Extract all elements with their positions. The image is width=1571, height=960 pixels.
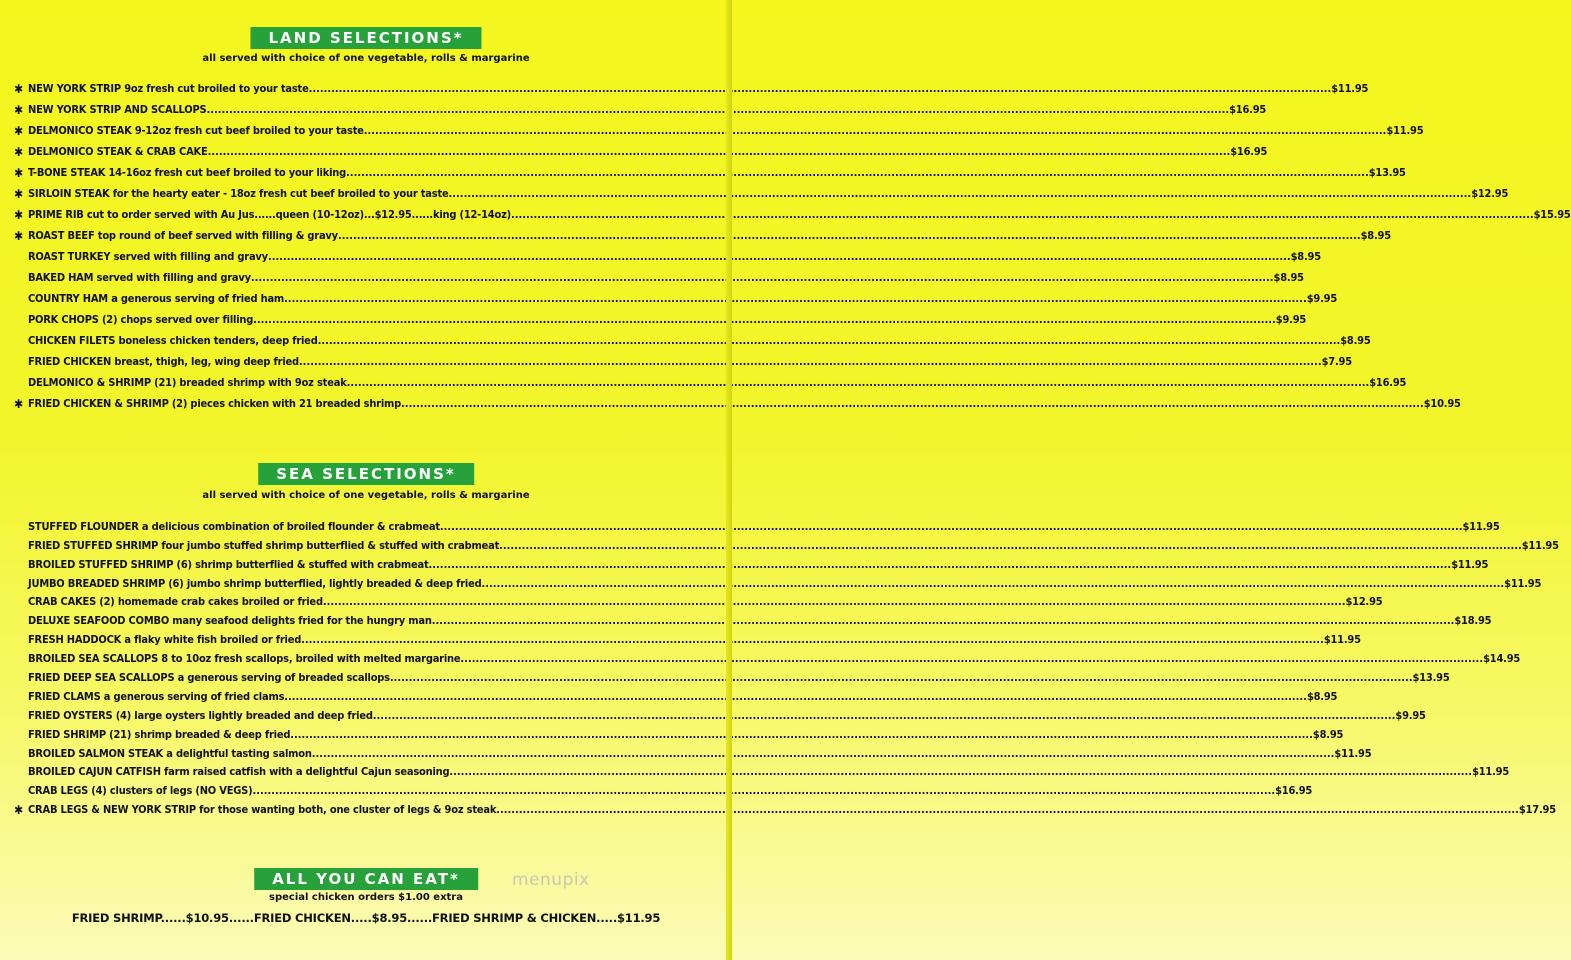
menu-item-price: $11.95	[1323, 633, 1361, 647]
menu-item-name: FRIED CHICKEN & SHRIMP (2) pieces chicken with 21 breaded shrimp	[28, 397, 402, 410]
star-icon: ✱	[14, 229, 24, 243]
star-icon: ✱	[14, 82, 24, 96]
menu-item	[14, 703, 1426, 722]
star-icon: ✱	[14, 145, 24, 159]
menupix-watermark: menupix	[512, 870, 590, 890]
dot-leader	[460, 652, 1483, 665]
dot-leader	[511, 208, 1534, 221]
dot-leader	[449, 765, 1472, 778]
menu-item-price: $8.95	[1340, 334, 1371, 347]
dot-leader	[251, 271, 1274, 284]
dot-leader	[499, 539, 1522, 552]
menu-item	[14, 389, 1461, 411]
menu-item-price: $18.95	[1454, 614, 1492, 628]
menu-item	[14, 590, 1383, 609]
menu-item-price: $7.95	[1321, 355, 1352, 368]
menu-item	[14, 284, 1338, 305]
menu-item	[14, 305, 1307, 326]
menu-item-name: CRAB LEGS (4) clusters of legs (NO VEGS)	[28, 784, 253, 798]
menu-item-price: $17.95	[1518, 803, 1556, 817]
menu-item-price: $11.95	[1451, 557, 1489, 571]
menu-item	[14, 665, 1450, 685]
menu-item-name: BROILED SEA SCALLOPS 8 to 10oz fresh scallops, broiled with melted margarine	[28, 652, 461, 666]
dot-leader	[206, 103, 1229, 116]
menu-item-price: $10.95	[1423, 397, 1461, 410]
dot-leader	[346, 166, 1369, 179]
menu-item-price: $8.95	[1273, 271, 1304, 284]
menu-item-price: $8.95	[1290, 250, 1321, 263]
dot-leader	[432, 614, 1455, 627]
menu-item-name: BAKED HAM served with filling and gravy	[28, 271, 251, 284]
dot-leader	[429, 558, 1452, 571]
menu-item-name: FRIED SHRIMP (21) shrimp breaded & deep fried	[28, 727, 291, 741]
menu-item	[14, 684, 1338, 703]
menu-item	[14, 74, 1369, 96]
menu-item-price: $16.95	[1230, 145, 1268, 158]
dot-leader	[309, 82, 1332, 95]
menu-item	[14, 368, 1407, 389]
menu-item-price: $11.95	[1472, 765, 1510, 779]
menu-item-name: COUNTRY HAM a generous serving of fried ham	[28, 292, 285, 305]
dot-leader	[364, 124, 1387, 137]
menu-item-price: $11.95	[1462, 519, 1500, 533]
menu-item-price: $11.95	[1334, 746, 1372, 760]
menu-item-price: $8.95	[1360, 229, 1391, 242]
menu-item	[14, 571, 1542, 590]
menu-item-name: PRIME RIB cut to order served with Au Jus......queen (10-12oz)...$12.95......king (12-14oz)	[28, 208, 511, 221]
menu-item-price: $13.95	[1412, 671, 1450, 685]
menu-item-name: NEW YORK STRIP AND SCALLOPS	[28, 103, 207, 116]
menu-item	[14, 797, 1556, 818]
dot-leader	[268, 250, 1291, 263]
menu-item	[14, 137, 1268, 159]
dot-leader	[253, 313, 1276, 326]
menu-item-price: $16.95	[1229, 103, 1267, 116]
menu-item-name: BROILED SALMON STEAK a delightful tasting salmon	[28, 746, 312, 760]
dot-leader	[496, 803, 1519, 816]
menu-item	[14, 95, 1267, 117]
sea-selections-list	[14, 514, 1559, 818]
sea-selections-banner: SEA SELECTIONS*	[258, 463, 474, 485]
star-icon: ✱	[14, 166, 24, 180]
menu-item-name: T-BONE STEAK 14-16oz fresh cut beef broiled to your liking	[28, 166, 347, 179]
menu-item-price: $9.95	[1306, 292, 1338, 305]
menu-item	[14, 514, 1500, 533]
menu-item-name: JUMBO BREADED SHRIMP (6) jumbo shrimp butterflied, lightly breaded & deep fried	[28, 576, 482, 590]
star-icon: ✱	[14, 803, 24, 818]
dot-leader	[323, 595, 1346, 608]
dot-leader	[208, 145, 1231, 158]
menu-item-name: DELMONICO STEAK & CRAB CAKE	[28, 145, 208, 158]
menu-item-price: $15.95	[1533, 208, 1571, 221]
menu-item-name: FRIED CHICKEN breast, thigh, leg, wing deep fried	[28, 355, 299, 368]
menu-item-price: $11.95	[1504, 576, 1542, 590]
menu-item-price: $12.95	[1471, 187, 1509, 200]
menu-item-price: $11.95	[1331, 82, 1369, 95]
dot-leader	[318, 334, 1341, 347]
dot-leader	[252, 784, 1275, 797]
sea-selections-subtitle: all served with choice of one vegetable, rolls & margarine	[202, 490, 530, 501]
menu-item	[14, 760, 1510, 779]
menu-item	[14, 778, 1313, 798]
menu-item-name: CHICKEN FILETS boneless chicken tenders, deep fried	[28, 334, 318, 347]
menu-item-price: $12.95	[1345, 595, 1383, 609]
dot-leader	[312, 747, 1335, 760]
land-selections-subtitle: all served with choice of one vegetable, rolls & margarine	[202, 53, 530, 64]
star-icon: ✱	[14, 397, 24, 411]
menu-item	[14, 627, 1361, 647]
menu-item-name: FRIED STUFFED SHRIMP four jumbo stuffed shrimp butterflied & stuffed with crabmeat	[28, 538, 500, 552]
menu-item	[14, 347, 1352, 368]
star-icon: ✱	[14, 187, 24, 201]
menu-item	[14, 326, 1371, 347]
dot-leader	[284, 690, 1307, 703]
menu-item-price: $11.95	[1521, 538, 1559, 552]
menu-item-price: $9.95	[1395, 708, 1426, 722]
all-you-can-eat-prices: FRIED SHRIMP......$10.95......FRIED CHICKEN.....$8.95......FRIED SHRIMP & CHICKEN.....$11.95	[71, 911, 661, 925]
star-icon: ✱	[14, 103, 24, 117]
menu-item	[14, 116, 1424, 138]
dot-leader	[299, 355, 1322, 368]
dot-leader	[301, 633, 1324, 646]
menu-item-name: STUFFED FLOUNDER a delicious combination of broiled flounder & crabmeat	[28, 519, 440, 533]
menu-item-name: CRAB CAKES (2) homemade crab cakes broiled or fried	[28, 595, 323, 609]
menu-item	[14, 533, 1559, 552]
menu-item	[14, 263, 1304, 284]
dot-leader	[373, 709, 1396, 722]
dot-leader	[440, 520, 1463, 533]
menu-item-name: NEW YORK STRIP 9oz fresh cut broiled to your taste	[28, 82, 309, 95]
menu-item-price: $8.95	[1312, 727, 1344, 741]
dot-leader	[482, 577, 1505, 590]
all-you-can-eat-subtitle: special chicken orders $1.00 extra	[269, 892, 463, 903]
dot-leader	[390, 671, 1413, 684]
page-edge	[726, 0, 732, 960]
dot-leader	[290, 728, 1313, 741]
menu-item-price: $11.95	[1386, 124, 1424, 137]
menu-item-name: SIRLOIN STEAK for the hearty eater - 18oz fresh cut beef broiled to your taste	[28, 187, 449, 200]
dot-leader	[284, 292, 1307, 305]
menu-item	[14, 722, 1344, 741]
menu-item-name: FRIED DEEP SEA SCALLOPS a generous serving of breaded scallops	[28, 671, 390, 685]
dot-leader	[401, 397, 1424, 410]
menu-item-price: $8.95	[1306, 689, 1338, 703]
menu-item	[14, 221, 1391, 243]
menu-item-name: DELUXE SEAFOOD COMBO many seafood delights fried for the hungry man	[28, 614, 432, 628]
menu-item-price: $13.95	[1368, 166, 1406, 179]
land-selections-banner: LAND SELECTIONS*	[250, 27, 481, 49]
dot-leader	[449, 187, 1472, 200]
menu-item-price: $14.95	[1483, 652, 1521, 666]
menu-item-name: ROAST BEEF top round of beef served with filling & gravy	[28, 229, 338, 242]
menu-item-name: FRIED OYSTERS (4) large oysters lightly breaded and deep fried	[28, 708, 373, 722]
menu-item	[14, 741, 1372, 760]
all-you-can-eat-banner: ALL YOU CAN EAT*	[254, 868, 478, 890]
menu-item	[14, 179, 1509, 201]
menu-item	[14, 608, 1492, 628]
menu-item	[14, 242, 1321, 263]
star-icon: ✱	[14, 208, 24, 222]
menu-item	[14, 552, 1489, 571]
menu-item-name: DELMONICO STEAK 9-12oz fresh cut beef broiled to your taste	[28, 124, 364, 137]
menu-item-name: BROILED STUFFED SHRIMP (6) shrimp butterflied & stuffed with crabmeat	[28, 557, 429, 571]
menu-item-price: $9.95	[1275, 313, 1307, 326]
menu-item-name: PORK CHOPS (2) chops served over filling	[28, 313, 254, 326]
menu-item	[14, 158, 1406, 180]
menu-item-name: BROILED CAJUN CATFISH farm raised catfish with a delightful Cajun seasoning	[28, 765, 450, 779]
menu-item	[14, 646, 1521, 666]
star-icon: ✱	[14, 124, 24, 138]
land-selections-list	[14, 74, 1571, 411]
menu-item-price: $16.95	[1275, 784, 1313, 798]
menu-item-price: $16.95	[1369, 376, 1407, 389]
menu-item	[14, 200, 1571, 222]
dot-leader	[338, 229, 1361, 242]
menu-item-name: DELMONICO & SHRIMP (21) breaded shrimp with 9oz steak	[28, 376, 347, 389]
menu-item-name: CRAB LEGS & NEW YORK STRIP for those wanting both, one cluster of legs & 9oz steak	[28, 803, 497, 817]
menu-item-name: FRIED CLAMS a generous serving of fried clams	[28, 689, 285, 703]
dot-leader	[347, 376, 1370, 389]
menu-item-name: FRESH HADDOCK a flaky white fish broiled or fried	[28, 633, 302, 647]
menu-item-name: ROAST TURKEY served with filling and gravy	[28, 250, 268, 263]
